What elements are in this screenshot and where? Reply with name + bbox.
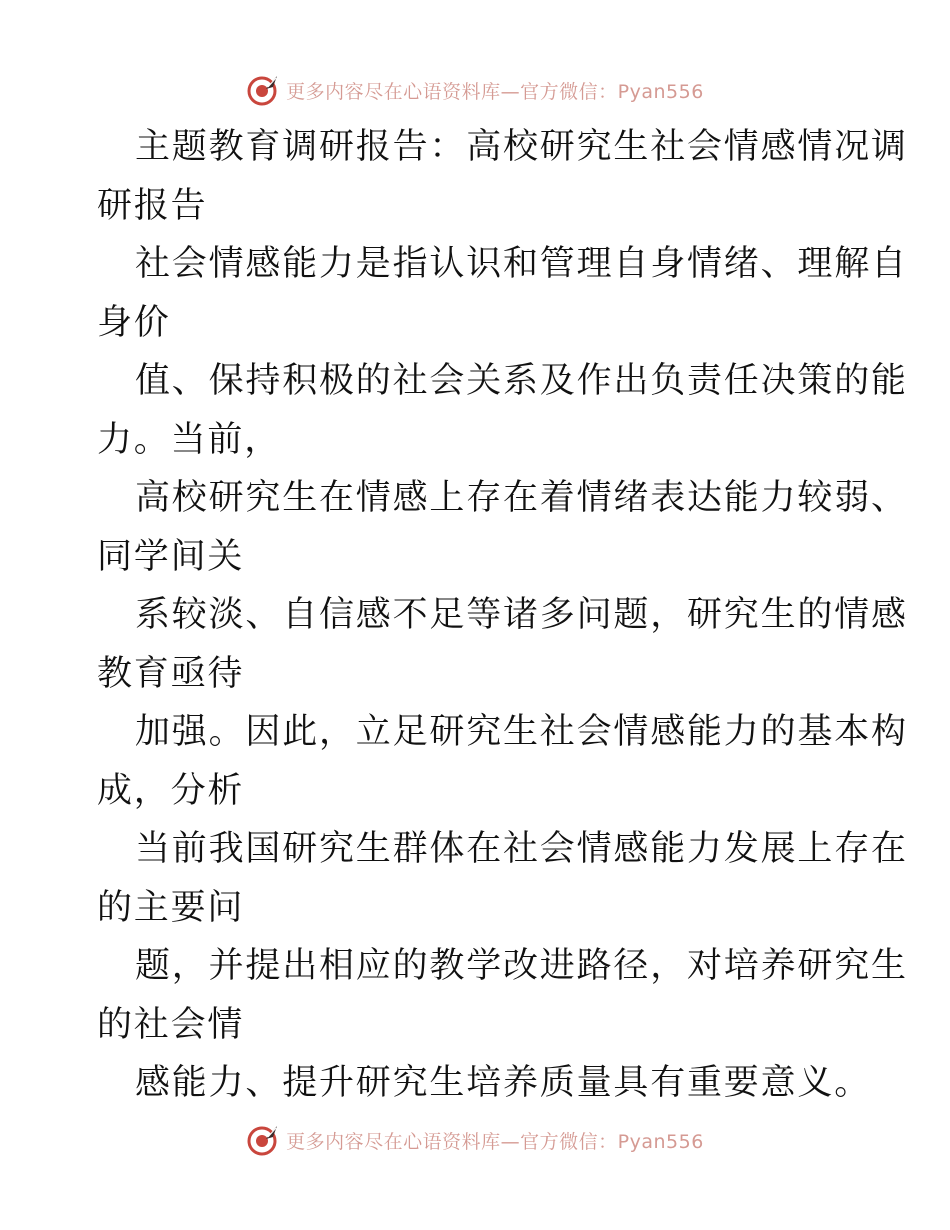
body-line: 力。当前， <box>97 419 282 460</box>
body-line: 教育亟待 <box>97 653 245 694</box>
body-line: 值、保持积极的社会关系及作出负责任决策的能 <box>135 361 908 401</box>
body-line: 加强。因此，立足研究生社会情感能力的基本构 <box>135 712 908 752</box>
body-line: 感能力、提升研究生培养质量具有重要意义。 <box>135 1063 872 1103</box>
header-banner-text: 更多内容尽在心语资料库—官方微信：Pyan556 <box>286 80 704 103</box>
body-line: 高校研究生在情感上存在着情绪表达能力较弱、 <box>135 478 908 518</box>
body-line: 同学间关 <box>97 536 245 577</box>
feather-quill-logo-icon <box>246 73 280 107</box>
body-line: 的社会情 <box>97 1004 245 1045</box>
body-line: 的主要问 <box>97 887 245 928</box>
body-line: 题，并提出相应的教学改进路径，对培养研究生 <box>135 946 908 986</box>
body-line: 当前我国研究生群体在社会情感能力发展上存在 <box>135 829 908 869</box>
body-line: 主题教育调研报告：高校研究生社会情感情况调 <box>135 127 908 167</box>
body-line: 系较淡、自信感不足等诸多问题，研究生的情感 <box>135 595 908 635</box>
header-banner <box>0 72 950 108</box>
document-body <box>97 118 908 1113</box>
body-line: 身价 <box>97 302 171 343</box>
feather-quill-logo-icon <box>246 1123 280 1157</box>
footer-banner <box>0 1122 950 1158</box>
body-line: 研报告 <box>97 185 208 226</box>
body-line: 社会情感能力是指认识和管理自身情绪、理解自 <box>135 244 908 284</box>
footer-banner-text: 更多内容尽在心语资料库—官方微信：Pyan556 <box>286 1130 704 1153</box>
body-line: 成，分析 <box>97 770 245 811</box>
